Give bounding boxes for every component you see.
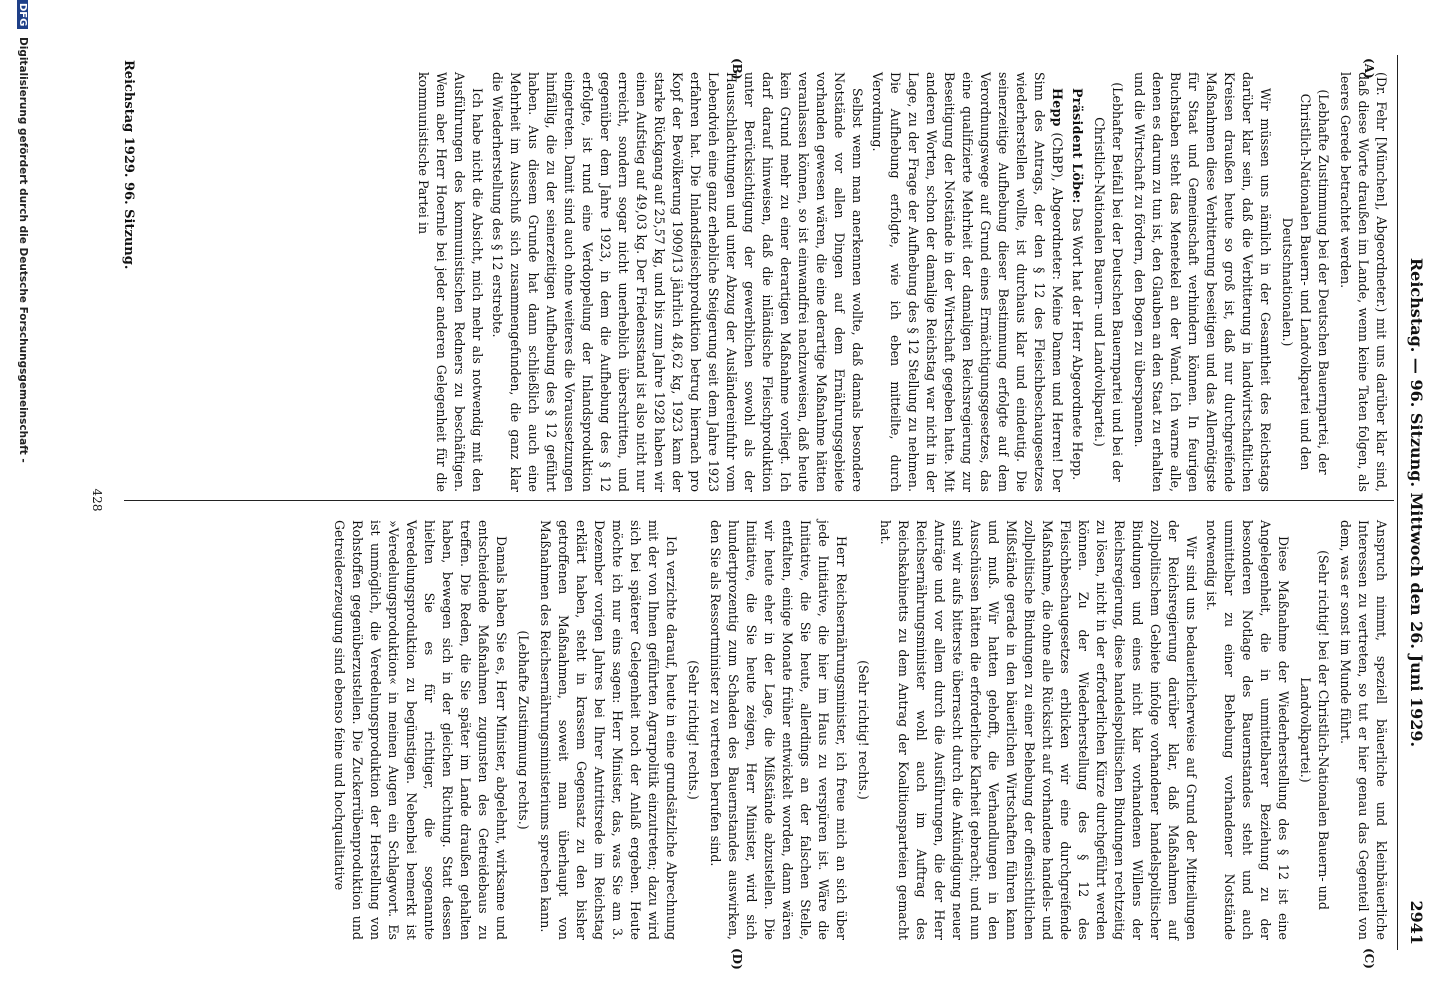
right-paragraph-1: Anspruch nimmt, speziell bäuerliche und kleinbäuerliche Interessen zu vertreten, so tut er hier genau das Gegenteil von dem, was er sonst im Munde führt. — [1338, 520, 1389, 940]
footer-page-number: 428 — [90, 488, 104, 512]
left-paragraph-president — [1068, 72, 1086, 492]
right-paragraph-8: Ich verzichte darauf, heute in eine grundsätzliche Abrechnung mit der von Ihnen geführten Agrarpolitik einzutreten; dazu wird sich bei späterer Gelegenheit noch der Anlaß ergeben. Heute möchte ich nur eins sagen: Herr Minister, das, was Sie am 3. Dezember vorigen Jahres bei Ihrer Antrittsrede im Reichstag erklärt haben, steht in krassem Gegensatz zu den bisher getroffenen Maßnahmen, soweit man überhaupt von Maßnahmen des Reichsernährungsministeriums sprechen kann. — [538, 520, 679, 940]
right-paragraph-3: Diese Maßnahme der Wiederherstellung des § 12 ist eine Angelegenheit, die in unmittelbarer Beziehung zu der besonderen Notlage des Bauernstandes steht und auch unmittelbar zu einer Behebung vorhandener Notstände notwendig ist. — [1204, 520, 1291, 940]
digitization-credit — [17, 0, 29, 1000]
speech-text: (ChBP), Abgeordneter: Meine Damen und Herren! Der Sinn des Antrags, der den § 12 des Fleischbeschaugesetzes wiederherstellen wollte, ist durchaus klar und eindeutig. Die seinerzeitige Aufhebung dieser Bestimmung erfolgte auf dem Verordnungswege auf Grund eines Ermächtigungsgesetzes, das eine qualifizierte Mehrheit der damaligen Reichsregierung zur Beseitigung der Notstände in der Wirtschaft gegeben hatte. Mit anderen Worten, schon der damalige Reichstag war nicht in der Lage, zu der Frage der Aufhebung des § 12 Stellung zu nehmen. Die Aufhebung erfolgte, wie ich eben mitteilte, durch Verordnung. — [870, 72, 1065, 492]
right-column — [328, 520, 1390, 940]
left-interjection-2: (Lebhafter Beifall bei der Deutschen Bauernpartei und bei der Christlich-Nationalen Bauern- und Landvolkpartei.) — [1092, 82, 1125, 482]
margin-mark-d: (D) — [730, 948, 744, 970]
right-paragraph-4: Wir sind uns bedauerlicherweise auf Grund der Mitteilungen der Reichsregierung darüber klar, daß Maßnahmen auf zollpolitischem Gebiete infolge vorhandener handelspolitischer Bindungen und eines nicht klar vorhandenen Willens der Reichsregierung, diese handelspolitischen Bindungen rechtzeitig zu lösen, nicht in der erforderlichen Kürze durchgeführt werden können. Zu der Wiederherstellung des § 12 des Fleischbeschaugesetzes erblicken wir eine durchgreifende Maßnahme, die ohne alle Rücksicht auf vorhandene handels- und zollpolitische Bindungen zu einer Behebung der offensichtlichen Mißstände gerade in den bäuerlichen Wirtschaften führen kann und muß. Wir hatten gehofft, die Verhandlungen in den Ausschüssen hätten die erforderliche Klarheit gebracht; und nun sind wir aufs bitterste überrascht durch die Ankündigung neuer Anträge und vor allem durch die Ausführungen, die der Herr Reichsernährungsminister wohl auch im Auftrag des Reichskabinetts zu dem Antrag der Koalitionsparteien gemacht hat. — [878, 520, 1199, 940]
right-interjection-1: (Sehr richtig! bei der Christlich-Nationalen Bauern- und Landvolkpartei.) — [1298, 550, 1331, 910]
left-paragraph-speech — [868, 72, 1066, 492]
speaker-name: Hepp — [1050, 88, 1065, 127]
column-divider — [124, 500, 1394, 501]
president-text: Das Wort hat der Herr Abgeordnete Hepp. — [1070, 207, 1085, 481]
left-paragraph-8: Ich habe nicht die Absicht, mich mehr als notwendig mit den Ausführungen des kommunistischen Redners zu beschäftigen. Wenn aber Herr Hoernle bei jeder anderen Gelegenheit für die kommunistische Partei in — [416, 72, 485, 492]
left-paragraph-1: (Dr. Fehr [München], Abgeordneter.) mit uns darüber klar sind, daß diese Worte draußen im Lande, wenn keine Taten folgen, als leeres Gerede betrachtet werden. — [1338, 72, 1389, 492]
right-interjection-2: (Sehr richtig! rechts.) — [856, 660, 871, 800]
header-rule — [1397, 55, 1398, 950]
credit-text: Digitalisierung gefördert durch die Deutsche Forschungsgemeinschaft - — [17, 37, 29, 463]
header-page-number: 2941 — [1407, 900, 1426, 945]
left-column — [412, 72, 1390, 492]
margin-mark-a: (A) — [1362, 58, 1376, 79]
header-title: Reichstag. — 96. Sitzung. Mittwoch den 26. Juni 1929. — [1407, 257, 1426, 748]
president-label: Präsident Löbe: — [1070, 88, 1085, 204]
margin-mark-c: (C) — [1362, 948, 1376, 969]
left-interjection-1: (Lebhafte Zustimmung bei der Deutschen Bauernpartei, der Christlich-Nationalen Bauern- und Landvolkpartei und den Deutschnationalen.) — [1280, 89, 1331, 475]
right-paragraph-6: Herr Reichsernährungsminister, ich freue mich an sich über jede Initiative, die hier im Haus zu verspüren ist. Wäre die Initiative, die Sie heute, allerdings an der falschen Stelle, entfalten, einige Monate früher entwickelt worden, dann wären wir heute eher in der Lage, die Mißstände abzustellen. Die Initiative, die Sie heute zeigen, Herr Minister, wird sich hundertprozentig zum Schaden des Bauernstandes auswirken, den Sie als Ressortminister zu vertreten berufen sind. — [708, 520, 849, 940]
left-paragraph-3: Wir müssen uns nämlich in der Gesamtheit des Reichstags darüber klar sein, daß die Verbitterung in landwirtschaftlichen Kreisen draußen heute so groß ist, daß nur durchgreifende Maßnahmen diese Verbitterung beseitigen und das Allernötigste für Staat und Gemeinschaft verhindern können. In feurigen Buchstaben steht das Menetekel an der Wand. Ich warne alle, denen es darum zu tun ist, den Glauben an den Staat zu erhalten und die Wirtschaft zu fördern, den Bogen zu überspannen. — [1132, 72, 1273, 492]
dfg-logo-icon: DFG — [17, 0, 28, 29]
right-interjection-4: (Lebhafte Zustimmung rechts.) — [516, 630, 531, 830]
margin-mark-b: (B) — [730, 58, 744, 80]
page-header — [1398, 60, 1426, 945]
right-interjection-3: (Sehr richtig! rechts.) — [686, 660, 701, 800]
left-paragraph-7: Selbst wenn man anerkennen wollte, daß damals besondere Notstände vor allen Dingen auf dem Ernährungsgebiete vorhanden gewesen wären, die eine derartige Maßnahme hätten veranlassen können, so ist einwandfrei nachzuweisen, daß heute kein Grund mehr zu einer derartigen Maßnahme vorliegt. Ich darf darauf hinweisen, daß die inländische Fleischproduktion unter Berücksichtigung der gewerblichen sowohl als der Hausschlachtungen und unter Abzug der Ausländereinfuhr vom Lebendvieh eine ganz erhebliche Steigerung seit dem Jahre 1923 erfahren hat. Die Inlandsfleischproduktion betrug hiernach pro Kopf der Bevölkerung 1909/13 jährlich 48,62 kg, 1923 kam der starke Rückgang auf 25,57 kg, und bis zum Jahre 1928 haben wir einen Aufstieg auf 49,03 kg. Der Friedensstand ist also nicht nur erreicht, sondern sogar nicht unerheblich überschritten, und gegenüber dem Jahre 1923, in dem die Aufhebung des § 12 erfolgte, ist rund eine Verdoppelung der Inlandsproduktion eingetreten. Damit sind auch ohne weiteres die Voraussetzungen hinfällig, die zu der seinerzeitigen Aufhebung des § 12 geführt haben. Aus diesem Grunde hat dann schließlich auch eine Mehrheit im Ausschuß sich zusammengefunden, die ganz klar die Wiederherstellung des § 12 erstrebte. — [490, 72, 865, 493]
right-paragraph-10: Damals haben Sie es, Herr Minister, abgelehnt, wirksame und entscheidende Maßnahmen zugunsten des Getreidebaus zu treffen. Die Reden, die Sie später im Lande draußen gehalten haben, bewegen sich in der gleichen Richtung. Statt dessen hielten Sie es für richtiger, die sogenannte Veredelungsproduktion zu begünstigen. Nebenbei bemerkt ist »Veredelungsproduktion« in meinen Augen ein Schlagwort. Es ist unmöglich, die Veredelungsproduktion der Herstellung von Rohstoffen gegenüberzustellen. Die Zuckerrübenproduktion und Getreideerzeugung sind ebenso feine und hochqualitative — [332, 520, 509, 940]
page-footer: Reichstag 1929. 96. Sitzung. — [121, 60, 136, 270]
